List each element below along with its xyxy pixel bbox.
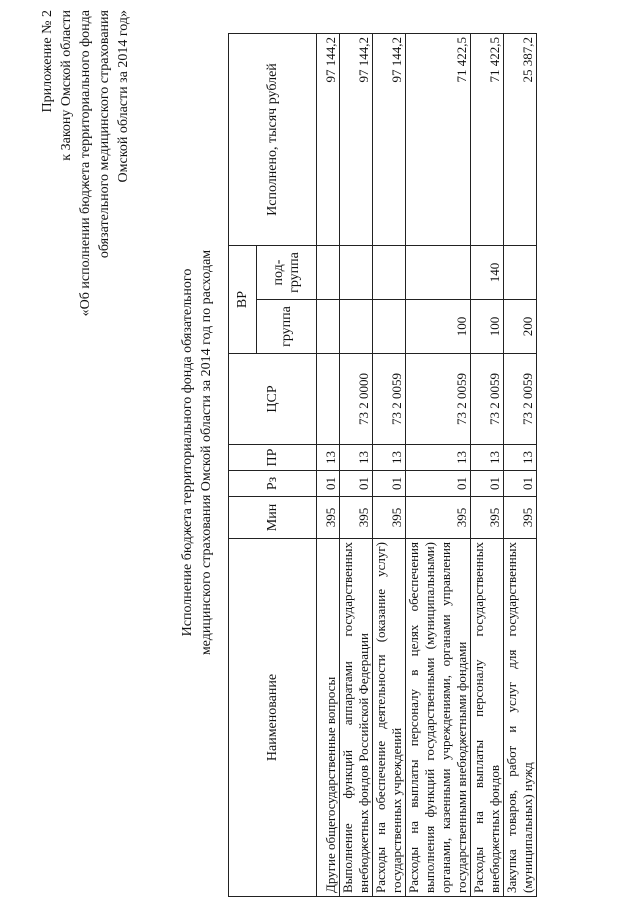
- row-subgroup: [373, 246, 406, 300]
- row-min: 395: [471, 497, 504, 539]
- row-min: 395: [373, 497, 406, 539]
- table-row: [373, 34, 406, 897]
- row-group: 100: [406, 300, 471, 354]
- row-pr: 13: [373, 445, 406, 471]
- row-rz: 01: [317, 471, 340, 497]
- header-csr: ЦСР: [229, 354, 317, 445]
- table-row: [317, 34, 340, 897]
- row-executed: 97 144,2: [317, 34, 340, 246]
- row-csr: 73 2 0059: [504, 354, 537, 445]
- row-subgroup: [317, 246, 340, 300]
- row-executed: 71 422,5: [406, 34, 471, 246]
- row-name: Расходы на выплаты персоналу в целях обеспечения выполнения функций государственными (муниципальными) органами, казенными учреждениями, органами управления государственными внебюджетными фондами: [406, 539, 471, 897]
- title-line-2: медицинского страхования Омской области за 2014 год по расходам: [199, 249, 214, 656]
- row-min: 395: [340, 497, 373, 539]
- row-min: 395: [317, 497, 340, 539]
- row-csr: 73 2 0059: [406, 354, 471, 445]
- row-min: 395: [504, 497, 537, 539]
- row-name: Закупка товаров, работ и услуг для государственных (муниципальных) нужд: [504, 539, 537, 897]
- header-subgroup: под-группа: [257, 246, 317, 300]
- header-pr: ПР: [229, 445, 317, 471]
- row-subgroup: [340, 246, 373, 300]
- row-pr: 13: [504, 445, 537, 471]
- row-csr: 73 2 0000: [340, 354, 373, 445]
- table-row: [504, 34, 537, 897]
- row-csr: 73 2 0059: [471, 354, 504, 445]
- header-rz: Рз: [229, 471, 317, 497]
- row-pr: 13: [317, 445, 340, 471]
- row-pr: 13: [406, 445, 471, 471]
- row-rz: 01: [406, 471, 471, 497]
- row-executed: 97 144,2: [373, 34, 406, 246]
- header-vr: ВР: [229, 246, 257, 354]
- row-subgroup: 140: [471, 246, 504, 300]
- appendix-line-5: Омской области за 2014 год»: [116, 10, 131, 183]
- document-title: [178, 0, 216, 905]
- table-row: [406, 34, 471, 897]
- row-executed: 25 387,2: [504, 34, 537, 246]
- row-executed: 97 144,2: [340, 34, 373, 246]
- row-subgroup: [406, 246, 471, 300]
- row-rz: 01: [471, 471, 504, 497]
- row-executed: 71 422,5: [471, 34, 504, 246]
- table-row: [340, 34, 373, 897]
- row-group: 200: [504, 300, 537, 354]
- row-rz: 01: [373, 471, 406, 497]
- appendix-line-1: Приложение № 2: [40, 10, 55, 113]
- row-csr: [317, 354, 340, 445]
- appendix-header: [38, 10, 133, 470]
- row-pr: 13: [471, 445, 504, 471]
- header-min: Мин: [229, 497, 317, 539]
- title-line-1: Исполнение бюджета территориального фонда обязательного: [180, 268, 195, 637]
- appendix-line-2: к Закону Омской области: [59, 10, 74, 161]
- header-name: Наименование: [229, 539, 317, 897]
- expenditure-table: [228, 33, 537, 897]
- row-name: Выполнение функций аппаратами государственных внебюджетных фондов Российской Федерации: [340, 539, 373, 897]
- header-group: группа: [257, 300, 317, 354]
- table-row: [471, 34, 504, 897]
- row-pr: 13: [340, 445, 373, 471]
- row-name: Другие общегосударственные вопросы: [317, 539, 340, 897]
- row-name: Расходы на обеспечение деятельности (оказание услуг) государственных учреждений: [373, 539, 406, 897]
- row-group: 100: [471, 300, 504, 354]
- header-executed: Исполнено, тысяч рублей: [229, 34, 317, 246]
- row-min: 395: [406, 497, 471, 539]
- appendix-line-4: обязательного медицинского страхования: [97, 10, 112, 259]
- row-group: [373, 300, 406, 354]
- appendix-line-3: «Об исполнении бюджета территориального фонда: [78, 10, 93, 317]
- row-group: [317, 300, 340, 354]
- row-csr: 73 2 0059: [373, 354, 406, 445]
- row-rz: 01: [340, 471, 373, 497]
- row-group: [340, 300, 373, 354]
- row-name: Расходы на выплаты персоналу государственных внебюджетных фондов: [471, 539, 504, 897]
- row-subgroup: [504, 246, 537, 300]
- row-rz: 01: [504, 471, 537, 497]
